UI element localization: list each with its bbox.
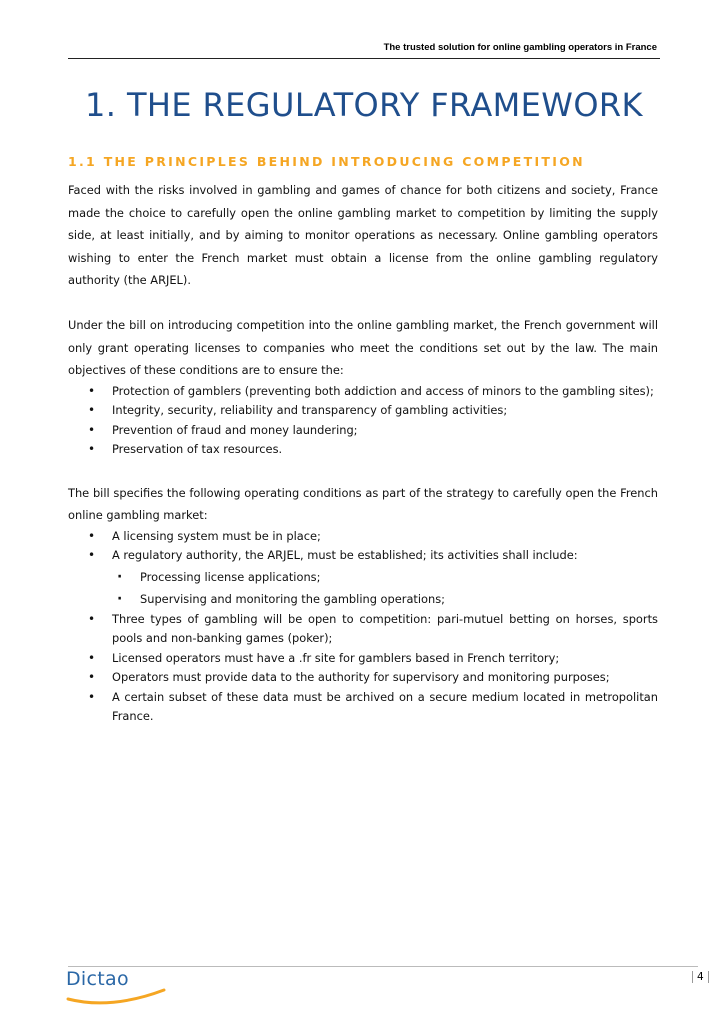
page-number: 4 bbox=[692, 971, 709, 983]
header-tagline: The trusted solution for online gambling operators in France bbox=[383, 42, 657, 53]
paragraph-conditions: The bill specifies the following operating conditions as part of the strategy to carefully open the French online gambling market: bbox=[68, 485, 658, 523]
header-rule bbox=[68, 58, 660, 59]
logo-text: Dictao bbox=[66, 968, 129, 990]
list-item: • Three types of gambling will be open to competition: pari-mutuel betting on horses, sports pools and non-banking games (poker); bbox=[68, 610, 658, 649]
page-title: 1. THE REGULATORY FRAMEWORK bbox=[85, 86, 643, 124]
dictao-logo bbox=[66, 968, 176, 1014]
list-item-text: A regulatory authority, the ARJEL, must be established; its activities shall include: bbox=[112, 548, 578, 563]
document-body bbox=[68, 179, 658, 749]
list-item: • Licensed operators must have a .fr site for gamblers based in French territory; bbox=[68, 649, 658, 669]
sub-list-item: · Processing license applications; bbox=[68, 566, 658, 588]
list-item: • Integrity, security, reliability and transparency of gambling activities; bbox=[68, 401, 658, 421]
footer-rule bbox=[68, 966, 698, 967]
section-heading: 1.1 THE PRINCIPLES BEHIND INTRODUCING COMPETITION bbox=[68, 154, 585, 169]
list-item: • Preservation of tax resources. bbox=[68, 440, 658, 460]
list-item: • Prevention of fraud and money laundering; bbox=[68, 421, 658, 441]
objectives-list bbox=[68, 382, 658, 460]
conditions-list bbox=[68, 527, 658, 727]
list-item: • Operators must provide data to the authority for supervisory and monitoring purposes; bbox=[68, 668, 658, 688]
list-item bbox=[68, 546, 658, 610]
arjel-activities-list bbox=[112, 566, 658, 610]
list-item: • A licensing system must be in place; bbox=[68, 527, 658, 547]
paragraph-intro: Faced with the risks involved in gambling and games of chance for both citizens and society, France made the choice to carefully open the online gambling market to competition by limiting the supply side, at least initially, and by aiming to monitor operations as necessary. Online gambling operators wishing to enter the French market must obtain a license from the online gambling regulatory authority (the ARJEL). bbox=[68, 183, 658, 288]
list-item: • A certain subset of these data must be archived on a secure medium located in metropolitan France. bbox=[68, 688, 658, 727]
sub-list-item: · Supervising and monitoring the gambling operations; bbox=[68, 588, 658, 610]
paragraph-objectives: Under the bill on introducing competition into the online gambling market, the French government will only grant operating licenses to companies who meet the conditions set out by the law. The main objectives of these conditions are to ensure the: bbox=[68, 317, 658, 378]
logo-swoosh-icon bbox=[66, 984, 166, 1008]
list-item: • Protection of gamblers (preventing both addiction and access of minors to the gambling sites); bbox=[68, 382, 658, 402]
